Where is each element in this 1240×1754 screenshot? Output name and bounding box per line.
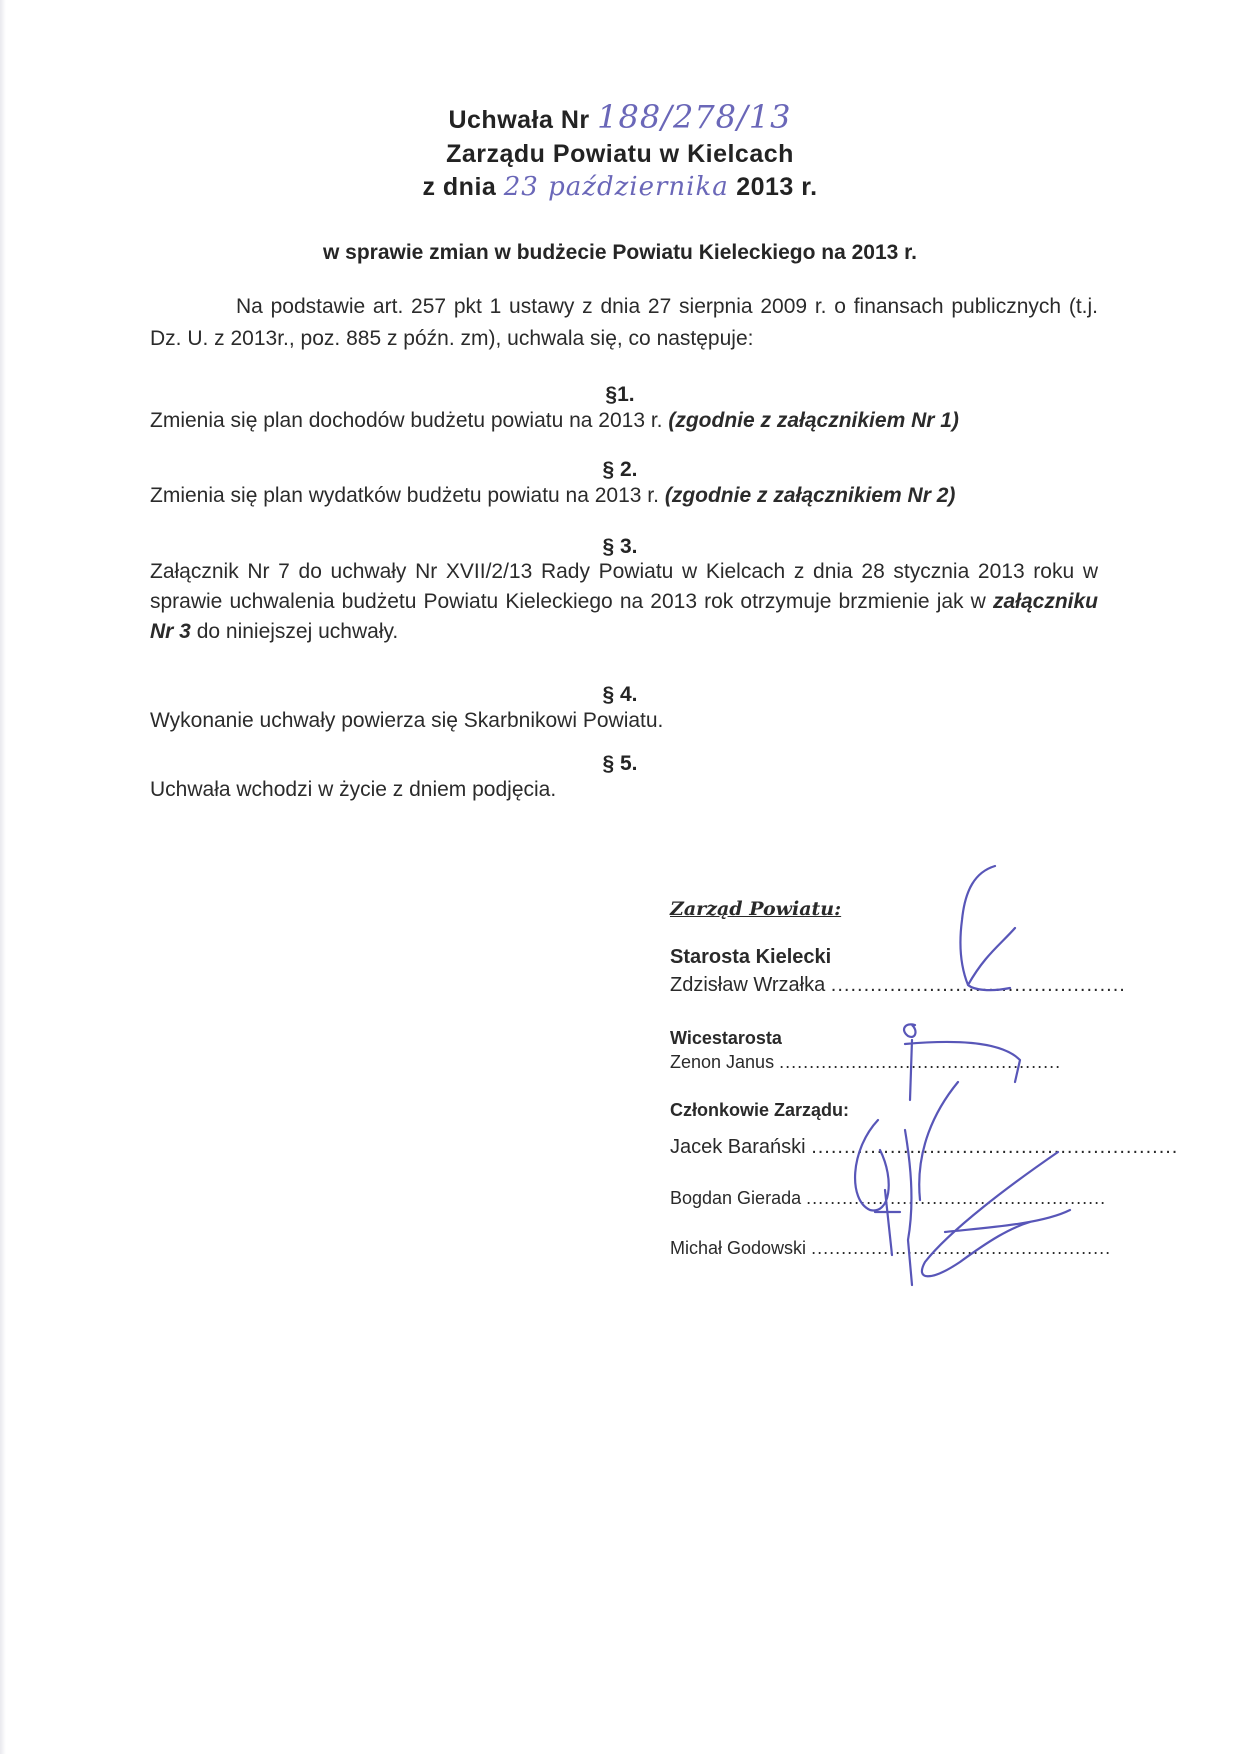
wicestarosta-signature-line bbox=[670, 1052, 1061, 1073]
resolution-date-line bbox=[0, 172, 1240, 202]
signature-dots: .................................................. bbox=[811, 1238, 1112, 1258]
section-1-symbol: §1. bbox=[605, 383, 635, 406]
section-3-attachment-ref: załączniku Nr 3 bbox=[150, 590, 1098, 643]
section-4-symbol: § 4. bbox=[602, 683, 638, 706]
section-4-text: Wykonanie uchwały powierza się Skarbnikowi Powiatu. bbox=[150, 709, 664, 732]
signature-dots: ........................................................ bbox=[811, 1136, 1179, 1158]
member-2-name: Bogdan Gierada bbox=[670, 1188, 802, 1208]
date-label: z dnia bbox=[422, 173, 497, 201]
wicestarosta-name: Zenon Janus bbox=[670, 1052, 775, 1072]
resolution-label: Uchwała Nr bbox=[448, 106, 590, 134]
member-3-name: Michał Godowski bbox=[670, 1238, 807, 1258]
section-2-text bbox=[150, 480, 1098, 512]
signature-starosta bbox=[960, 866, 1015, 990]
section-1-body: Zmienia się plan dochodów budżetu powiatu na 2013 r. bbox=[150, 409, 663, 432]
member-2-signature-line bbox=[670, 1188, 1106, 1209]
member-1-name: Jacek Barański bbox=[670, 1136, 806, 1158]
starosta-name: Zdzisław Wrzałka bbox=[670, 974, 826, 996]
starosta-signature-line bbox=[670, 974, 1126, 997]
section-2-symbol: § 2. bbox=[602, 458, 638, 481]
section-1-text bbox=[150, 405, 1098, 437]
handwritten-date: 23 października bbox=[503, 172, 729, 202]
section-3-symbol: § 3. bbox=[602, 535, 638, 558]
section-3-text bbox=[150, 557, 1098, 647]
section-2-body: Zmienia się plan wydatków budżetu powiatu na 2013 r. bbox=[150, 484, 659, 507]
preamble-paragraph: Na podstawie art. 257 pkt 1 ustawy z dnia 27 sierpnia 2009 r. o finansach publicznych (t.j. Dz. U. z 2013r., poz. 885 z późn. zm), uchwala się, co następuje: bbox=[150, 295, 1098, 350]
starosta-role: Starosta Kielecki bbox=[670, 946, 832, 968]
signature-dots: ............................................... bbox=[779, 1052, 1062, 1072]
date-year: 2013 r. bbox=[736, 173, 818, 201]
member-1-signature-line bbox=[670, 1136, 1178, 1159]
handwritten-resolution-number: 188/278/13 bbox=[597, 98, 792, 136]
section-3-body-end: do niniejszej uchwały. bbox=[196, 620, 399, 643]
issuing-body: Zarządu Powiatu w Kielcach bbox=[446, 140, 794, 168]
resolution-subject: w sprawie zmian w budżecie Powiatu Kieleckiego na 2013 r. bbox=[322, 241, 918, 264]
signature-dots: .................................................. bbox=[806, 1188, 1107, 1208]
section-5-text: Uchwała wchodzi w życie z dniem podjęcia. bbox=[150, 778, 557, 801]
wicestarosta-role: Wicestarosta bbox=[670, 1028, 782, 1048]
section-5-symbol: § 5. bbox=[602, 752, 638, 775]
resolution-number-line bbox=[0, 98, 1240, 136]
section-2-attachment-ref: (zgodnie z załącznikiem Nr 2) bbox=[664, 484, 956, 507]
board-members-title: Członkowie Zarządu: bbox=[670, 1100, 850, 1120]
signature-dots: ............................................. bbox=[830, 974, 1126, 996]
section-3-body: Załącznik Nr 7 do uchwały Nr XVII/2/13 Rady Powiatu w Kielcach z dnia 28 stycznia 2013 roku w sprawie uchwalenia budżetu Powiatu Kieleckiego na 2013 rok otrzymuje brzmienie jak w bbox=[150, 560, 1098, 613]
section-1-attachment-ref: (zgodnie z załącznikiem Nr 1) bbox=[668, 409, 959, 432]
board-title: Zarząd Powiatu: bbox=[670, 898, 842, 920]
member-3-signature-line bbox=[670, 1238, 1111, 1259]
